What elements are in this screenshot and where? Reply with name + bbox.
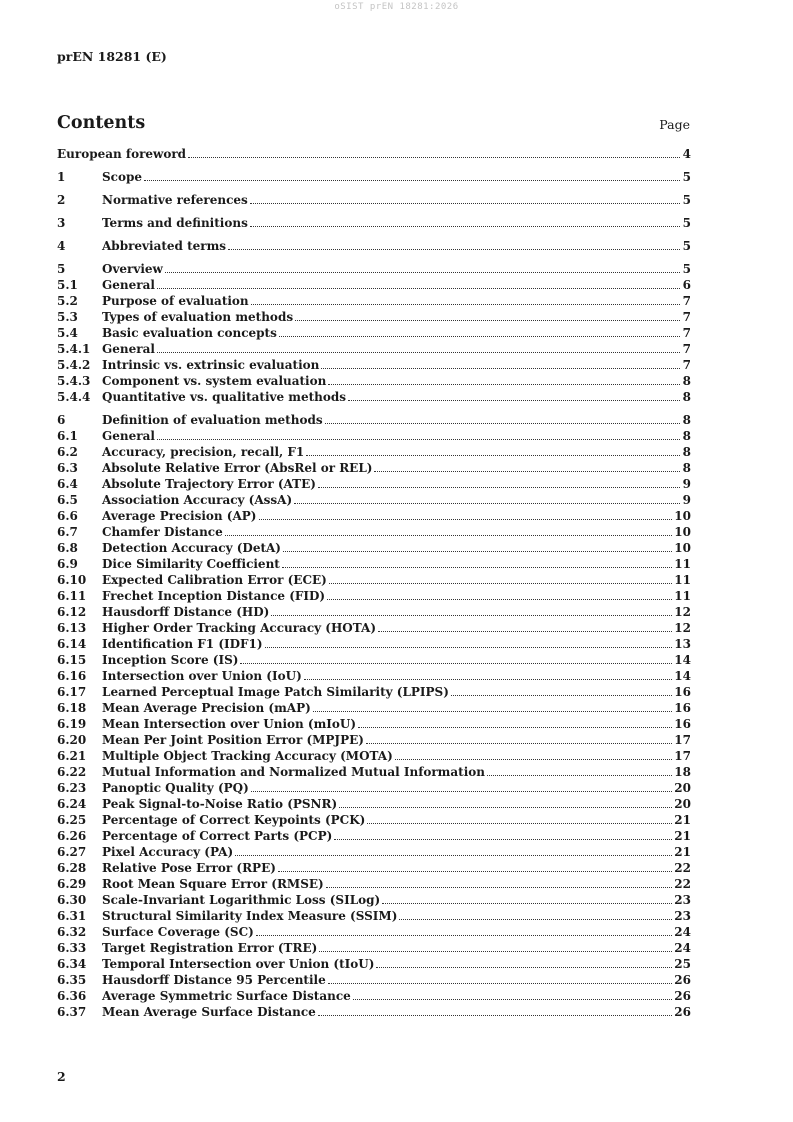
toc-entry-number: 6: [57, 413, 66, 427]
toc-entry-number: 6.4: [57, 477, 78, 491]
toc-entry-number: 2: [57, 193, 66, 207]
toc-entry-title: Overview: [102, 262, 163, 276]
toc-entry[interactable]: [57, 357, 691, 373]
toc-entry-page: 21: [674, 829, 691, 843]
toc-entry[interactable]: [57, 341, 691, 357]
toc-leader-dots: [329, 582, 672, 584]
toc-leader-dots: [334, 838, 672, 840]
toc-entry-page: 16: [674, 717, 691, 731]
toc-entry[interactable]: [57, 988, 691, 1004]
toc-entry-title: Terms and definitions: [102, 216, 248, 230]
toc-entry-page: 8: [682, 461, 691, 475]
toc-entry-page: 11: [674, 589, 691, 603]
toc-entry-title: Component vs. system evaluation: [102, 374, 327, 388]
toc-entry-page: 9: [682, 477, 691, 491]
toc-leader-dots: [157, 351, 680, 353]
toc-entry[interactable]: [57, 1004, 691, 1020]
toc-entry-number: 4: [57, 239, 66, 253]
toc-leader-dots: [313, 710, 673, 712]
toc-entry-number: 5: [57, 262, 66, 276]
toc-entry-number: 6.15: [57, 653, 87, 667]
toc-entry[interactable]: [57, 860, 691, 876]
toc-entry-title: Hausdorff Distance (HD): [102, 605, 270, 619]
toc-entry-page: 8: [682, 429, 691, 443]
toc-leader-dots: [321, 367, 680, 369]
toc-entry-page: 22: [674, 861, 691, 875]
toc-entry[interactable]: [57, 748, 691, 764]
toc-entry[interactable]: [57, 277, 691, 293]
toc-entry[interactable]: [57, 700, 691, 716]
toc-leader-dots: [451, 694, 672, 696]
toc-entry[interactable]: [57, 732, 691, 748]
toc-entry[interactable]: [57, 192, 691, 208]
toc-entry-page: 11: [674, 573, 691, 587]
toc-entry-title: Average Precision (AP): [102, 509, 257, 523]
toc-entry-page: 4: [682, 147, 691, 161]
toc-entry-page: 10: [674, 525, 691, 539]
toc-leader-dots: [348, 399, 680, 401]
page-number: 2: [57, 1069, 66, 1084]
toc-entry-title: Relative Pose Error (RPE): [102, 861, 276, 875]
toc-leader-dots: [259, 518, 673, 520]
toc-entry-title: Root Mean Square Error (RMSE): [102, 877, 324, 891]
toc-entry-title: Inception Score (IS): [102, 653, 239, 667]
toc-entry-title: Scale-Invariant Logarithmic Loss (SILog): [102, 893, 381, 907]
toc-entry-title: Association Accuracy (AssA): [102, 493, 293, 507]
toc-entry[interactable]: [57, 844, 691, 860]
toc-entry[interactable]: [57, 238, 691, 254]
toc-entry-title: Multiple Object Tracking Accuracy (MOTA): [102, 749, 393, 763]
toc-entry-title: Intersection over Union (IoU): [102, 669, 302, 683]
toc-leader-dots: [283, 550, 672, 552]
toc-leader-dots: [487, 774, 672, 776]
toc-leader-dots: [339, 806, 672, 808]
toc-entry-page: 7: [682, 358, 691, 372]
toc-entry-title: Temporal Intersection over Union (tIoU): [102, 957, 375, 971]
toc-entry-number: 6.14: [57, 637, 87, 651]
toc-entry-number: 6.16: [57, 669, 87, 683]
toc-entry-number: 6.18: [57, 701, 87, 715]
toc-leader-dots: [328, 982, 673, 984]
toc-entry-title: General: [102, 429, 155, 443]
toc-entry-page: 8: [682, 445, 691, 459]
toc-entry-number: 6.33: [57, 941, 87, 955]
toc-entry[interactable]: [57, 924, 691, 940]
toc-leader-dots: [326, 886, 673, 888]
toc-entry-page: 7: [682, 326, 691, 340]
toc-entry[interactable]: [57, 828, 691, 844]
toc-entry-number: 6.1: [57, 429, 78, 443]
toc-entry-number: 6.21: [57, 749, 87, 763]
toc-entry-page: 6: [682, 278, 691, 292]
toc-entry[interactable]: [57, 572, 691, 588]
toc-entry-number: 6.17: [57, 685, 87, 699]
toc-entry-title: Identification F1 (IDF1): [102, 637, 263, 651]
toc-entry-title: Dice Similarity Coefficient: [102, 557, 280, 571]
toc-entry-title: Basic evaluation concepts: [102, 326, 277, 340]
toc-entry-page: 5: [682, 193, 691, 207]
toc-entry-number: 6.22: [57, 765, 87, 779]
toc-entry-page: 21: [674, 845, 691, 859]
toc-entry-page: 10: [674, 509, 691, 523]
toc-entry-title: Absolute Relative Error (AbsRel or REL): [102, 461, 373, 475]
toc-entry-number: 6.20: [57, 733, 87, 747]
toc-entry-number: 6.36: [57, 989, 87, 1003]
toc-entry-page: 23: [674, 893, 691, 907]
toc-entry-title: Absolute Trajectory Error (ATE): [102, 477, 316, 491]
page-column-heading: Page: [659, 117, 690, 132]
toc-leader-dots: [256, 934, 672, 936]
toc-entry-title: General: [102, 342, 155, 356]
toc-entry[interactable]: [57, 540, 691, 556]
toc-entry-page: 20: [674, 781, 691, 795]
toc-entry-title: Intrinsic vs. extrinsic evaluation: [102, 358, 320, 372]
toc-entry-title: Detection Accuracy (DetA): [102, 541, 281, 555]
toc-entry-title: Expected Calibration Error (ECE): [102, 573, 327, 587]
toc-entry-title: Accuracy, precision, recall, F1: [102, 445, 305, 459]
toc-leader-dots: [228, 248, 680, 250]
toc-entry-page: 8: [682, 374, 691, 388]
toc-entry-title: Pixel Accuracy (PA): [102, 845, 234, 859]
toc-entry-number: 6.10: [57, 573, 87, 587]
toc-leader-dots: [378, 630, 672, 632]
toc-leader-dots: [250, 225, 680, 227]
toc-entry[interactable]: [57, 428, 691, 444]
toc-entry-number: 6.19: [57, 717, 87, 731]
toc-entry-page: 24: [674, 925, 691, 939]
toc-leader-dots: [294, 502, 680, 504]
toc-entry-number: 6.30: [57, 893, 87, 907]
toc-entry[interactable]: [57, 908, 691, 924]
toc-entry[interactable]: [57, 325, 691, 341]
toc-entry-number: 6.6: [57, 509, 78, 523]
toc-entry-page: 5: [682, 239, 691, 253]
toc-entry-page: 12: [674, 621, 691, 635]
toc-entry[interactable]: [57, 716, 691, 732]
toc-leader-dots: [240, 662, 672, 664]
toc-leader-dots: [306, 454, 680, 456]
toc-entry[interactable]: [57, 972, 691, 988]
toc-leader-dots: [366, 742, 672, 744]
toc-entry[interactable]: [57, 812, 691, 828]
toc-entry-title: Mutual Information and Normalized Mutual Information: [102, 765, 485, 779]
toc-entry[interactable]: [57, 524, 691, 540]
toc-entry-number: 6.7: [57, 525, 78, 539]
toc-entry-page: 11: [674, 557, 691, 571]
toc-entry-page: 16: [674, 701, 691, 715]
toc-entry[interactable]: [57, 492, 691, 508]
toc-leader-dots: [157, 438, 680, 440]
toc-entry[interactable]: [57, 620, 691, 636]
toc-entry-number: 6.28: [57, 861, 87, 875]
toc-entry-title: Mean Average Precision (mAP): [102, 701, 311, 715]
toc-leader-dots: [251, 790, 673, 792]
toc-entry[interactable]: [57, 796, 691, 812]
toc-entry-page: 8: [682, 390, 691, 404]
toc-entry-title: Chamfer Distance: [102, 525, 223, 539]
toc-entry-title: General: [102, 278, 155, 292]
toc-entry-number: 6.8: [57, 541, 78, 555]
toc-leader-dots: [395, 758, 673, 760]
toc-entry-page: 7: [682, 294, 691, 308]
toc-leader-dots: [278, 870, 672, 872]
toc-entry[interactable]: [57, 146, 691, 162]
toc-entry-number: 3: [57, 216, 66, 230]
toc-entry-number: 6.24: [57, 797, 87, 811]
toc-entry-number: 6.3: [57, 461, 78, 475]
toc-entry-title: Higher Order Tracking Accuracy (HOTA): [102, 621, 377, 635]
toc-entry-title: Percentage of Correct Parts (PCP): [102, 829, 333, 843]
toc-leader-dots: [295, 319, 680, 321]
toc-entry-page: 8: [682, 413, 691, 427]
toc-entry-title: Purpose of evaluation: [102, 294, 249, 308]
contents-title: Contents: [57, 113, 146, 133]
toc-entry-page: 26: [674, 989, 691, 1003]
toc-entry-page: 9: [682, 493, 691, 507]
toc-leader-dots: [304, 678, 673, 680]
toc-entry[interactable]: [57, 764, 691, 780]
toc-entry-page: 7: [682, 310, 691, 324]
toc-entry-page: 5: [682, 216, 691, 230]
table-of-contents: [57, 146, 691, 1020]
toc-entry[interactable]: [57, 412, 691, 428]
toc-entry-title: Average Symmetric Surface Distance: [102, 989, 351, 1003]
toc-entry[interactable]: [57, 261, 691, 277]
toc-entry-title: Types of evaluation methods: [102, 310, 294, 324]
toc-entry[interactable]: [57, 215, 691, 231]
toc-entry-page: 26: [674, 1005, 691, 1019]
toc-entry-page: 13: [674, 637, 691, 651]
toc-entry-number: 5.4.3: [57, 374, 91, 388]
toc-leader-dots: [235, 854, 672, 856]
toc-entry-page: 23: [674, 909, 691, 923]
toc-leader-dots: [367, 822, 672, 824]
toc-entry-title: European foreword: [57, 147, 187, 161]
toc-entry[interactable]: [57, 604, 691, 620]
toc-entry[interactable]: [57, 636, 691, 652]
watermark: oSIST prEN 18281:2026: [334, 2, 459, 12]
toc-entry-title: Scope: [102, 170, 143, 184]
toc-leader-dots: [319, 950, 672, 952]
toc-entry-page: 21: [674, 813, 691, 827]
toc-entry-title: Target Registration Error (TRE): [102, 941, 318, 955]
toc-entry-number: 5.2: [57, 294, 78, 308]
toc-entry[interactable]: [57, 309, 691, 325]
toc-entry[interactable]: [57, 668, 691, 684]
toc-entry-page: 25: [674, 957, 691, 971]
toc-entry-title: Frechet Inception Distance (FID): [102, 589, 326, 603]
toc-entry[interactable]: [57, 556, 691, 572]
toc-leader-dots: [382, 902, 672, 904]
toc-leader-dots: [265, 646, 673, 648]
toc-entry-page: 7: [682, 342, 691, 356]
toc-entry-title: Structural Similarity Index Measure (SSIM): [102, 909, 398, 923]
toc-entry[interactable]: [57, 652, 691, 668]
toc-entry-title: Definition of evaluation methods: [102, 413, 323, 427]
toc-entry[interactable]: [57, 588, 691, 604]
toc-entry[interactable]: [57, 508, 691, 524]
toc-entry[interactable]: [57, 389, 691, 405]
toc-entry-number: 6.11: [57, 589, 87, 603]
toc-entry-number: 5.4.4: [57, 390, 91, 404]
toc-leader-dots: [157, 287, 680, 289]
toc-leader-dots: [374, 470, 680, 472]
toc-leader-dots: [325, 422, 680, 424]
toc-leader-dots: [353, 998, 673, 1000]
toc-entry-title: Learned Perceptual Image Patch Similarity (LPIPS): [102, 685, 449, 699]
toc-entry-number: 5.4.1: [57, 342, 91, 356]
toc-entry-title: Hausdorff Distance 95 Percentile: [102, 973, 326, 987]
toc-leader-dots: [318, 486, 680, 488]
toc-entry-number: 6.9: [57, 557, 78, 571]
toc-entry[interactable]: [57, 956, 691, 972]
toc-leader-dots: [327, 598, 672, 600]
toc-entry[interactable]: [57, 444, 691, 460]
toc-entry-page: 22: [674, 877, 691, 891]
toc-entry-title: Surface Coverage (SC): [102, 925, 254, 939]
toc-entry-number: 5.4: [57, 326, 78, 340]
toc-entry-page: 14: [674, 653, 691, 667]
toc-entry[interactable]: [57, 373, 691, 389]
toc-entry[interactable]: [57, 684, 691, 700]
toc-entry-page: 24: [674, 941, 691, 955]
toc-entry[interactable]: [57, 460, 691, 476]
toc-entry-page: 14: [674, 669, 691, 683]
toc-entry-title: Abbreviated terms: [102, 239, 227, 253]
toc-leader-dots: [282, 566, 672, 568]
toc-entry-number: 6.35: [57, 973, 87, 987]
toc-leader-dots: [225, 534, 673, 536]
toc-entry-number: 6.29: [57, 877, 87, 891]
toc-entry[interactable]: [57, 169, 691, 185]
toc-entry[interactable]: [57, 293, 691, 309]
toc-entry-number: 5.4.2: [57, 358, 91, 372]
toc-entry-number: 6.5: [57, 493, 78, 507]
toc-leader-dots: [144, 179, 680, 181]
toc-entry-page: 5: [682, 262, 691, 276]
toc-entry-title: Peak Signal-to-Noise Ratio (PSNR): [102, 797, 338, 811]
toc-entry-number: 6.25: [57, 813, 87, 827]
toc-entry-title: Mean Per Joint Position Error (MPJPE): [102, 733, 364, 747]
toc-entry-number: 6.26: [57, 829, 87, 843]
toc-entry-number: 1: [57, 170, 66, 184]
toc-entry-page: 17: [674, 749, 691, 763]
toc-entry-number: 6.27: [57, 845, 87, 859]
toc-leader-dots: [279, 335, 680, 337]
toc-entry-page: 5: [682, 170, 691, 184]
toc-entry[interactable]: [57, 780, 691, 796]
toc-entry-title: Percentage of Correct Keypoints (PCK): [102, 813, 366, 827]
toc-entry[interactable]: [57, 940, 691, 956]
toc-entry-number: 6.12: [57, 605, 87, 619]
toc-entry-title: Mean Intersection over Union (mIoU): [102, 717, 357, 731]
toc-entry-title: Normative references: [102, 193, 248, 207]
toc-leader-dots: [328, 383, 680, 385]
toc-entry-page: 12: [674, 605, 691, 619]
toc-entry-number: 6.2: [57, 445, 78, 459]
toc-entry-number: 6.34: [57, 957, 87, 971]
toc-entry-number: 6.13: [57, 621, 87, 635]
document-id: prEN 18281 (E): [57, 49, 167, 64]
toc-entry[interactable]: [57, 892, 691, 908]
toc-entry-number: 6.32: [57, 925, 87, 939]
toc-leader-dots: [376, 966, 672, 968]
toc-entry-title: Mean Average Surface Distance: [102, 1005, 316, 1019]
toc-entry-page: 17: [674, 733, 691, 747]
toc-leader-dots: [250, 202, 680, 204]
toc-leader-dots: [271, 614, 672, 616]
toc-entry[interactable]: [57, 876, 691, 892]
toc-entry-page: 20: [674, 797, 691, 811]
toc-leader-dots: [165, 271, 680, 273]
toc-entry-number: 5.1: [57, 278, 78, 292]
toc-entry-page: 10: [674, 541, 691, 555]
toc-entry-number: 6.31: [57, 909, 87, 923]
toc-entry[interactable]: [57, 476, 691, 492]
toc-entry-number: 6.37: [57, 1005, 87, 1019]
toc-entry-page: 18: [674, 765, 691, 779]
toc-entry-title: Panoptic Quality (PQ): [102, 781, 249, 795]
toc-leader-dots: [188, 156, 680, 158]
toc-leader-dots: [318, 1014, 672, 1016]
toc-entry-title: Quantitative vs. qualitative methods: [102, 390, 347, 404]
toc-leader-dots: [358, 726, 672, 728]
toc-entry-number: 6.23: [57, 781, 87, 795]
toc-entry-number: 5.3: [57, 310, 78, 324]
toc-entry-page: 16: [674, 685, 691, 699]
toc-entry-page: 26: [674, 973, 691, 987]
toc-leader-dots: [399, 918, 672, 920]
toc-leader-dots: [251, 303, 680, 305]
